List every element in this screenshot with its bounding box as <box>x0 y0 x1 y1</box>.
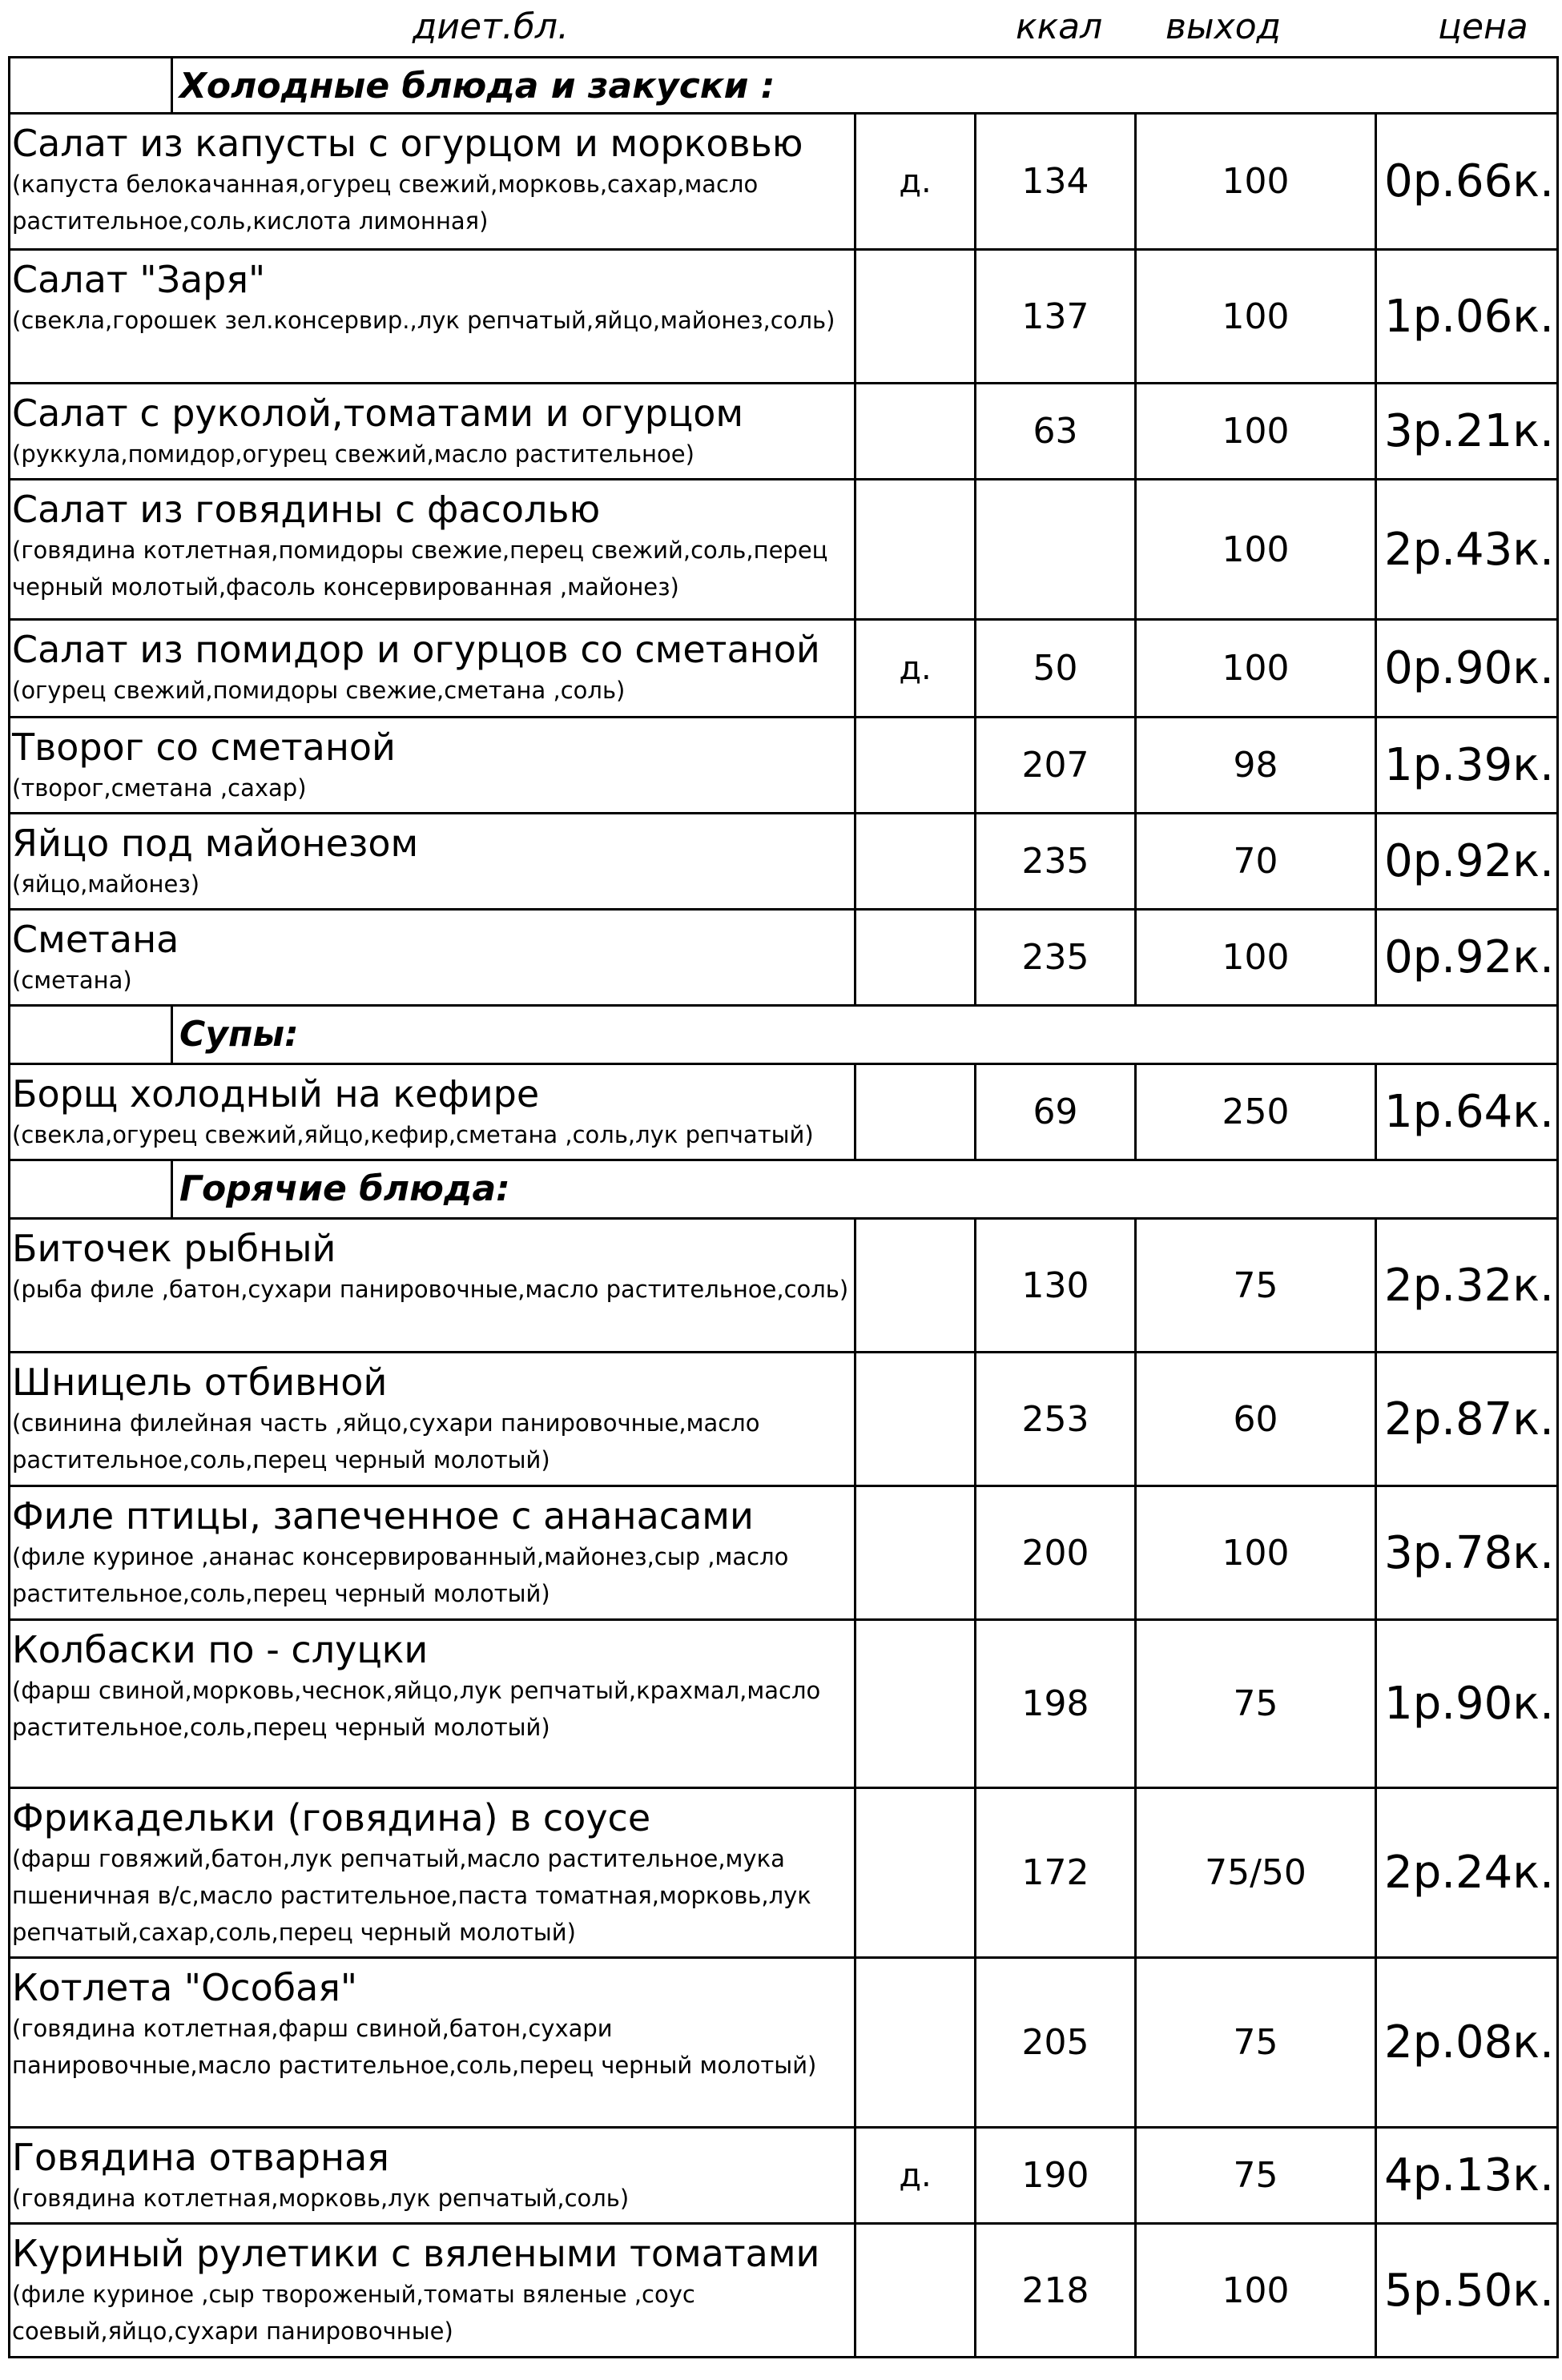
diet-cell <box>854 814 974 908</box>
dish-ingredients: (огурец свежий,помидоры свежие,сметана ,соль) <box>12 677 626 704</box>
dish-cell <box>10 2225 851 2350</box>
dish-cell <box>10 251 851 339</box>
dish-ingredients: (филе куриное ,сыр твороженый,томаты вяленые ,соус соевый,яйцо,сухари панировочные) <box>12 2281 695 2345</box>
menu-item-row <box>8 384 1559 480</box>
dish-name: Творог со сметаной <box>12 726 396 769</box>
dish-cell <box>10 480 851 605</box>
dish-name: Сметана <box>12 918 179 961</box>
dish-ingredients: (фарш свиной,морковь,чеснок,яйцо,лук репчатый,крахмал,масло растительное,соль,перец черный молотый) <box>12 1677 821 1741</box>
kcal-cell: 207 <box>974 718 1134 812</box>
kcal-cell: 63 <box>974 384 1134 478</box>
kcal-cell <box>974 480 1134 618</box>
header-kcal: ккал <box>1016 6 1103 47</box>
menu-item-row <box>8 1353 1559 1487</box>
price-cell: 1р.90к. <box>1375 1621 1561 1787</box>
price-cell: 1р.64к. <box>1375 1065 1561 1159</box>
output-cell: 250 <box>1134 1065 1375 1159</box>
output-cell: 75 <box>1134 1621 1375 1787</box>
kcal-cell: 198 <box>974 1621 1134 1787</box>
dish-name: Фрикадельки (говядина) в соусе <box>12 1796 651 1839</box>
kcal-cell: 253 <box>974 1353 1134 1485</box>
dish-name: Борщ холодный на кефире <box>12 1072 540 1116</box>
price-cell: 2р.08к. <box>1375 1959 1561 2126</box>
header-output: выход <box>1165 6 1282 47</box>
dish-cell <box>10 1789 851 1951</box>
output-cell: 100 <box>1134 1487 1375 1618</box>
dish-ingredients: (говядина котлетная,морковь,лук репчатый,соль) <box>12 2185 630 2212</box>
dish-name: Куриный рулетики с вялеными томатами <box>12 2232 820 2275</box>
dish-name: Биточек рыбный <box>12 1227 336 1270</box>
kcal-cell: 50 <box>974 621 1134 716</box>
diet-cell <box>854 1789 974 1956</box>
kcal-cell: 190 <box>974 2129 1134 2222</box>
dish-ingredients: (свекла,горошек зел.консервир.,лук репчатый,яйцо,майонез,соль) <box>12 307 835 334</box>
dish-name: Колбаски по - слуцки <box>12 1628 429 1671</box>
price-cell: 2р.43к. <box>1375 480 1561 618</box>
dish-ingredients: (яйцо,майонез) <box>12 870 200 898</box>
dish-name: Салат из говядины с фасолью <box>12 488 601 531</box>
kcal-cell: 235 <box>974 911 1134 1004</box>
kcal-cell: 134 <box>974 115 1134 248</box>
dish-cell <box>10 1487 851 1612</box>
dish-cell <box>10 1353 851 1478</box>
dish-cell <box>10 1621 851 1746</box>
dish-cell <box>10 384 851 472</box>
dish-name: Салат "Заря" <box>12 258 266 301</box>
dish-cell <box>10 911 851 999</box>
menu-item-row <box>8 621 1559 718</box>
dish-ingredients: (творог,сметана ,сахар) <box>12 774 307 802</box>
header-price: цена <box>1438 6 1528 47</box>
output-cell: 75/50 <box>1134 1789 1375 1956</box>
diet-cell <box>854 1621 974 1787</box>
dish-name: Салат из помидор и огурцов со сметаной <box>12 628 820 671</box>
section-title: Холодные блюда и закуски : <box>171 58 775 112</box>
menu-item-row <box>8 1065 1559 1161</box>
menu-item-row <box>8 718 1559 814</box>
dish-ingredients: (руккула,помидор,огурец свежий,масло растительное) <box>12 440 694 468</box>
diet-cell <box>854 1487 974 1618</box>
diet-cell: д. <box>854 115 974 248</box>
output-cell: 60 <box>1134 1353 1375 1485</box>
dish-ingredients: (свинина филейная часть ,яйцо,сухари панировочные,масло растительное,соль,перец черный молотый) <box>12 1409 760 1473</box>
diet-cell <box>854 384 974 478</box>
kcal-cell: 200 <box>974 1487 1134 1618</box>
kcal-cell: 137 <box>974 251 1134 382</box>
diet-cell: д. <box>854 2129 974 2222</box>
dish-name: Филе птицы, запеченное с ананасами <box>12 1494 754 1538</box>
section-row <box>8 1161 1559 1220</box>
diet-cell <box>854 718 974 812</box>
menu-item-row <box>8 1220 1559 1353</box>
price-cell: 0р.92к. <box>1375 814 1561 908</box>
diet-cell <box>854 251 974 382</box>
diet-cell <box>854 1065 974 1159</box>
dish-cell <box>10 2129 851 2217</box>
section-title: Супы: <box>171 1007 299 1063</box>
section-row <box>8 56 1559 115</box>
kcal-cell: 218 <box>974 2225 1134 2356</box>
section-title: Горячие блюда: <box>171 1161 510 1217</box>
kcal-cell: 130 <box>974 1220 1134 1351</box>
dish-name: Салат из капусты с огурцом и морковью <box>12 122 803 165</box>
dish-cell <box>10 1065 851 1153</box>
output-cell: 100 <box>1134 621 1375 716</box>
dish-ingredients: (филе куриное ,ананас консервированный,майонез,сыр ,масло растительное,соль,перец черный молотый) <box>12 1543 789 1607</box>
dish-name: Котлета "Особая" <box>12 1966 358 2009</box>
header-diet: диет.бл. <box>413 6 569 47</box>
menu-item-row <box>8 1789 1559 1959</box>
dish-ingredients: (сметана) <box>12 967 132 994</box>
output-cell: 100 <box>1134 911 1375 1004</box>
price-cell: 2р.24к. <box>1375 1789 1561 1956</box>
dish-ingredients: (капуста белокачанная,огурец свежий,морковь,сахар,масло растительное,соль,кислота лимонная) <box>12 171 759 235</box>
price-cell: 5р.50к. <box>1375 2225 1561 2356</box>
diet-cell: д. <box>854 621 974 716</box>
menu-item-row <box>8 911 1559 1007</box>
dish-name: Яйцо под майонезом <box>12 822 419 865</box>
dish-ingredients: (свекла,огурец свежий,яйцо,кефир,сметана ,соль,лук репчатый) <box>12 1121 814 1148</box>
output-cell: 100 <box>1134 115 1375 248</box>
price-cell: 1р.06к. <box>1375 251 1561 382</box>
section-row <box>8 1007 1559 1065</box>
price-cell: 3р.21к. <box>1375 384 1561 478</box>
output-cell: 70 <box>1134 814 1375 908</box>
menu-item-row <box>8 115 1559 251</box>
output-cell: 100 <box>1134 2225 1375 2356</box>
dish-cell <box>10 718 851 806</box>
column-header <box>0 0 1562 56</box>
output-cell: 98 <box>1134 718 1375 812</box>
menu-item-row <box>8 1621 1559 1789</box>
kcal-cell: 69 <box>974 1065 1134 1159</box>
output-cell: 75 <box>1134 1959 1375 2126</box>
dish-name: Шницель отбивной <box>12 1361 388 1404</box>
diet-cell <box>854 1353 974 1485</box>
dish-ingredients: (говядина котлетная,фарш свиной,батон,сухари панировочные,масло растительное,соль,перец черный молотый) <box>12 2015 817 2079</box>
diet-cell <box>854 911 974 1004</box>
diet-cell <box>854 1959 974 2126</box>
diet-cell <box>854 480 974 618</box>
kcal-cell: 235 <box>974 814 1134 908</box>
dish-ingredients: (рыба филе ,батон,сухари панировочные,масло растительное,соль) <box>12 1276 849 1303</box>
menu-item-row <box>8 2129 1559 2225</box>
price-cell: 2р.87к. <box>1375 1353 1561 1485</box>
diet-cell <box>854 2225 974 2356</box>
output-cell: 75 <box>1134 2129 1375 2222</box>
price-cell: 0р.90к. <box>1375 621 1561 716</box>
kcal-cell: 205 <box>974 1959 1134 2126</box>
menu-table <box>8 56 1559 2358</box>
menu-item-row <box>8 480 1559 621</box>
dish-cell <box>10 1220 851 1308</box>
menu-item-row <box>8 2225 1559 2358</box>
dish-cell <box>10 115 851 239</box>
dish-cell <box>10 814 851 903</box>
menu-item-row <box>8 1959 1559 2129</box>
price-cell: 2р.32к. <box>1375 1220 1561 1351</box>
dish-ingredients: (говядина котлетная,помидоры свежие,перец свежий,соль,перец черный молотый,фасоль консервированная ,майонез) <box>12 537 828 601</box>
price-cell: 4р.13к. <box>1375 2129 1561 2222</box>
price-cell: 3р.78к. <box>1375 1487 1561 1618</box>
output-cell: 100 <box>1134 384 1375 478</box>
menu-item-row <box>8 814 1559 911</box>
diet-cell <box>854 1220 974 1351</box>
price-cell: 1р.39к. <box>1375 718 1561 812</box>
output-cell: 100 <box>1134 251 1375 382</box>
menu-item-row <box>8 251 1559 384</box>
dish-name: Говядина отварная <box>12 2136 389 2179</box>
dish-cell <box>10 621 851 709</box>
kcal-cell: 172 <box>974 1789 1134 1956</box>
output-cell: 100 <box>1134 480 1375 618</box>
dish-ingredients: (фарш говяжий,батон,лук репчатый,масло растительное,мука пшеничная в/с,масло растительное,паста томатная,морковь,лук репчатый,сахар,соль,перец черный молотый) <box>12 1845 811 1946</box>
dish-name: Салат с руколой,томатами и огурцом <box>12 392 744 435</box>
price-cell: 0р.92к. <box>1375 911 1561 1004</box>
output-cell: 75 <box>1134 1220 1375 1351</box>
menu-item-row <box>8 1487 1559 1621</box>
price-cell: 0р.66к. <box>1375 115 1561 248</box>
dish-cell <box>10 1959 851 2084</box>
